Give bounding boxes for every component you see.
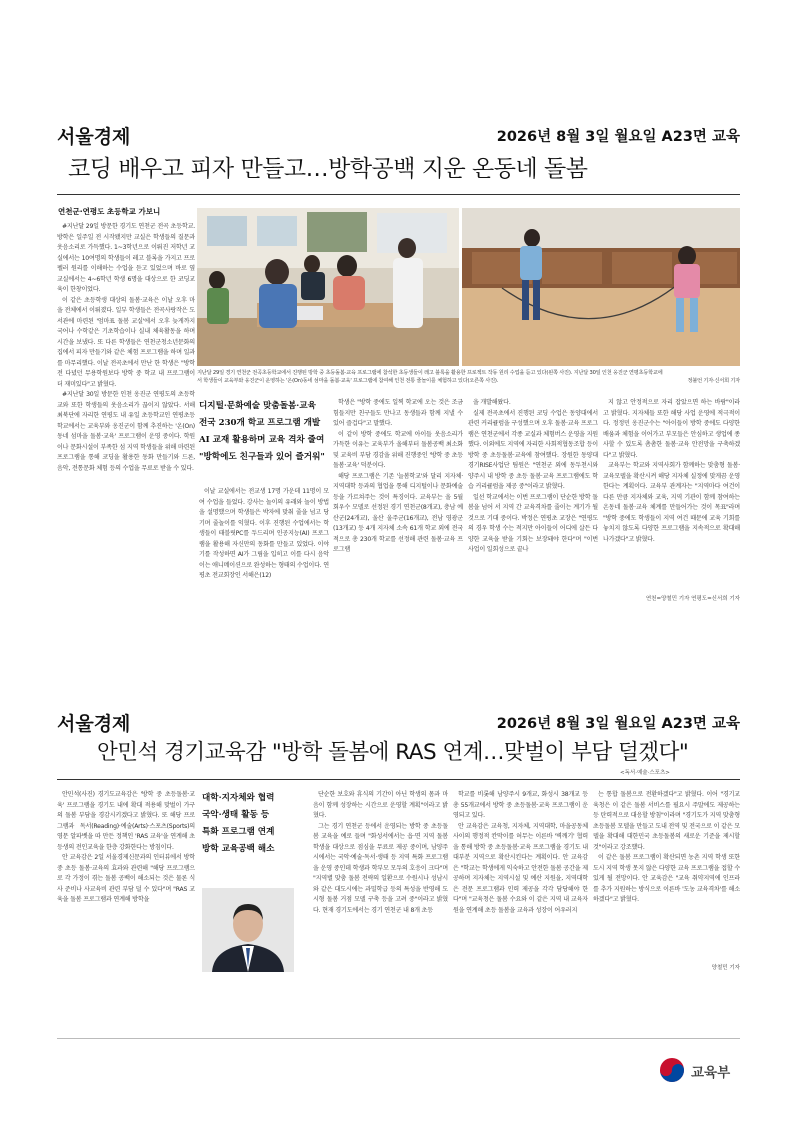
paragraph: 이날 교실에서는 전교생 17명 가운데 11명이 모여 수업을 들었다. 강사는 놀이의 유래와 놀이 방법을 설명했으며 학생들은 박자에 맞춰 줄을 넘고 당기며 줄놀이를 익혔다. 이후 진행된 수업에서는 학생들이 태블릿PC를 두드리며 인공지능(AI) 프로그램을 활용해 자신만의 동화를 만들고 있었다. 이야기를 작성하면 AI가 그림을 입히고 이를 다시 음악이는 애니메이션으로 완성하는 형태의 수업이다. 연평초 전교회장인 서해은(12) — [199, 488, 329, 579]
headline-rule-1 — [57, 194, 740, 195]
photo-lego-classroom — [197, 208, 459, 366]
subheadline-line: 국악·생태 활동 등 — [202, 810, 270, 820]
subheadline-line: "방학에도 친구들과 있어 즐거워" — [199, 452, 325, 462]
article2-col3 — [453, 790, 588, 972]
portrait-illustration — [202, 888, 294, 972]
subheadline-line: 전국 230개 학교 프로그램 개발 — [199, 418, 321, 428]
paragraph: #지난달 29일 방문한 경기도 연천군 전곡 초등학교. 방학은 일주일 전 시작됐지만 교실은 학생들의 질문과 웃음소리로 가득했다. 1~3학년으로 이뤄진 저학년 교실에서는 10여명의 학생들이 레고 블록을 가지고 프로펠러 원리를 이해하는 수업을 듣고 있었으며 바로 옆 교실에서는 4~6학년 학생 6명을 대상으로 한 코딩교육이 한창이었다. — [57, 223, 195, 293]
photo-credit-1: 정불언 기자·신서희 기자 — [687, 378, 740, 384]
paragraph: #지난달 30일 방문한 인천 옹진군 연평도의 초등학교와 또한 학생들의 웃음소리가 끊이지 않았다. 서해 최북단에 자리한 연평도 내 유일 초등학교인 연평초등학교에서는 교육부와 옹진군이 함께 추진하는 '온(On)동네 섬마을 돌봄·교육' 프로그램이 운영 중이다. 학원이나 문화시설이 부족한 섬 지역 학생들을 위해 마련된 프로그램을 통해 코딩을 활용한 동화 만들기와 드론, 음악, 전통문화 체험 등의 수업을 무료로 받을 수 있다. — [57, 391, 195, 472]
paragraph: 이 같이 방학 중에도 학교에 아이들 웃음소리가 가득한 이유는 교육부가 올해부터 돌봄공백 최소화 및 교육비 부담 경감을 위해 진행중인 '방학 중 초등돌봄·교육' 덕분이다. — [333, 430, 463, 469]
jump-rope-photo-illustration — [462, 208, 740, 366]
paragraph: 학교를 비롯해 남양주시 9개교, 화성시 38개교 등 총 55개교에서 방학 중 초등돌봄·교육 프로그램이 운영되고 있다. — [453, 791, 588, 819]
classroom-photo-illustration — [197, 208, 459, 366]
article1-col2 — [199, 487, 329, 602]
dateline-1: 2026년 8월 3일 월요일 A23면 교육 — [496, 129, 740, 145]
headline-subtitle-2: <독서·예술·스포츠> — [620, 770, 670, 776]
taegeuk-emblem-icon — [659, 1057, 685, 1083]
paragraph: 안 교육감은 교육청, 지자체, 지역대학, 마을공동체 사이의 행정적 칸막이를 허무는 이른바 '벽깨기' 협력을 통해 방학 중 초등돌봄·교육 프로그램을 경기도 내 대부분 지역으로 확산시킨다는 계획이다. 안 교육감은 "학교는 학생에게 익숙하고 안전한 돌봄 공간을 제공하며 지자체는 지역시설 및 예산 지원을, 지역대학은 전문 프로그램과 인력 제공을 각각 담당해야 한다"며 "교육청은 돌봄 수요와 이 같은 지역 내 교육자원을 연계해 초등 돌봄을 교육과 성장이 어우러지 — [453, 822, 588, 914]
masthead-2: 서울경제 — [57, 713, 131, 735]
subheadline-line: 특화 프로그램 연계 — [202, 827, 275, 837]
paragraph: 지 않고 안정적으로 자리 잡았으면 하는 바람"이라고 밝혔다. 지자체들 또한 해당 사업 운영에 적극적이다. 정정민 옹진군수는 "아이들이 방학 중에도 다양한 배움과 체험을 이어가고 부모들은 안심하고 생업에 종사할 수 있도록 촘촘한 돌봄·교육 안전망을 구축하겠다"고 밝혔다. — [603, 399, 740, 459]
article1-col4 — [468, 398, 598, 602]
paragraph: 실제 전곡초에서 진행된 코딩 수업은 동양대에서 관련 커리큘럼을 구성했으며 오후 돌봄·교육 프로그램은 연천군에서 각종 교실과 체험버스 운영을 지원했다. 이외에도 지역에 자리한 사회적협동조합 등이 방학 중 초등돌봄·교육에 참여했다. 장원한 동양대 경기RISE사업단 팀원은 "연천군 외에 동두천시와 양주시 내 방학 중 초등 돌봄·교육 프로그램에도 학습 커리큘럼을 제공 중"이라고 밝혔다. — [468, 409, 598, 490]
paragraph: 이 같은 돌봄 프로그램이 확산되면 농촌 지역 학생 또한 도시 지역 학생 못지 않은 다양한 교육 프로그램을 접할 수 있게 될 전망이다. 안 교육감은 "교육 취약지역에 인프라를 추가 지원하는 방식으로 이른바 '도농 교육격차'를 해소하겠다"고 밝혔다. — [593, 854, 740, 903]
kicker-1: 연천군·연평도 초등학교 가보니 — [58, 207, 161, 216]
article2-col2 — [313, 790, 448, 972]
ministry-logo-text: 교육부 — [691, 1065, 731, 1081]
article1-col5 — [603, 398, 740, 592]
headline-2: 안민석 경기교육감 "방학 돌봄에 RAS 연계…맞벌이 부담 덜겠다" — [97, 740, 689, 765]
paragraph: 해당 프로그램은 기존 '늘봄학교'와 달리 지자체·지역대학 등과의 협업을 통해 디지털이나 문화예술 등을 가르쳐주는 것이 특징이다. 교육부는 올 5월 회우수 모델로 선정된 경기 연천군(8개교), 충남 예산군(24개교), 울산 울주군(16개교), 전남 영광군(13개교) 등 4개 지자체 소속 61개 학교 외에 전국적으로 총 230개 학교를 선정해 관련 돌봄·교육 프로그램 — [333, 472, 463, 553]
article2-col4 — [593, 790, 740, 962]
masthead-1: 서울경제 — [57, 126, 131, 148]
subheadline-line: 방학 교육공백 해소 — [202, 844, 275, 854]
article1-col1 — [57, 222, 195, 602]
paragraph: 안 교육감은 2일 서울경제신문과의 인터뷰에서 방학 중 초등 돌봄·교육의 효과와 관련해 "해당 프로그램으로 각 가정이 겪는 돌봄 공백이 해소되는 것은 물론 식사 준비나 사교육비 관련 부담 덜 수 있다"며 "RAS 교육을 돌봄 프로그램과 연계해 방학을 — [57, 854, 195, 903]
ministry-logo — [659, 1056, 749, 1084]
footer-rule — [57, 1038, 740, 1039]
article2-col1 — [57, 790, 195, 970]
paragraph: 이 같은 초등학생 대상의 돌봄·교육은 이날 오후 마을 전체에서 이뤄졌다. 일부 학생들은 전곡사랑작은 도서관에 마련된 '엄마표 돌봄 교실'에서 오후 늦게까지 국어나 수학같은 기초학습이나 실내 체육활동을 하며 시간을 보냈다. 또 다른 학생들은 연천군청소년문화의 집에서 피자 만들기와 같은 체험 프로그램을 하며 일과를 마무리했다. 이날 전곡초에서 만난 한 학생은 "방학 전 다녔던 무용학원보다 방학 중 학교 내 프로그램이 더 재미있다"고 밝혔다. — [57, 296, 195, 388]
paragraph: 을 개발해왔다. — [473, 399, 511, 406]
subheadline-line: AI 교재 활용하며 교육 격차 줄여 — [199, 435, 325, 445]
subheadline-block-1 — [199, 398, 329, 466]
byline-2: 양철민 기자 — [711, 965, 740, 971]
photo-jump-rope — [462, 208, 740, 366]
paragraph: 단순한 보호와 휴식의 기간이 아닌 학생의 몸과 마음이 함께 성장하는 시간으로 운영할 계획"이라고 밝혔다. — [313, 791, 448, 819]
subheadline-line: 대학·지자체와 협력 — [202, 793, 275, 803]
paragraph: 일선 학교에서는 이번 프로그램이 단순한 방학 돌봄을 넘어 서 지역 간 교육격차를 줄이는 계기가 될 것으로 기대 중이다. 박정은 연평초 교장은 "연평도의 경우 학생 수는 적지만 아이들이 어디에 살든 다양한 교육을 받을 기회는 보장돼야 한다"며 "이번 사업이 일회성으로 끝나 — [468, 493, 598, 553]
photo-caption-1: 지난달 29일 경기 연천군 전곡초등학교에서 진행된 방학 중 초등돌봄·교육 프로그램에 참석한 초등생들이 레고 블록을 활용한 프로젝트 작동 원리 수업을 듣고 있다(왼쪽 사진). 지난달 30일 인천 옹진군 연평초등학교에서 학생들이 교육부와 옹진군이 운영하는 '온(On)동네 섬마을 돌봄·교육' 프로그램에 참여해 인천 전통 줄놀이를 체험하고 있다(오른쪽 사진). — [197, 370, 663, 384]
headline-1: 코딩 배우고 피자 만들고…방학공백 지운 온동네 돌봄 — [68, 156, 588, 182]
paragraph: 는 통합 돌봄으로 전환하겠다"고 밝혔다. 이어 "경기교육청은 이 같은 돌봄 서비스를 필요시 주말에도 제공하는 등 탄력적으로 대응할 방침"이라며 "경기도가 지역 맞춤형 초등돌봄 모델을 만들고 도내 전역 및 전국으로 이 같은 모델을 확대해 대한민국 초등돌봄의 새로운 기준을 제시할 것"이라고 강조했다. — [593, 791, 740, 851]
article1-col3 — [333, 398, 463, 602]
headline-rule-2 — [57, 779, 740, 780]
subheadline-line: 디지털·문화예술 맞춤돌봄·교육 — [199, 401, 316, 411]
paragraph: 학생은 "방학 중에도 일찍 학교에 오는 것은 조금 힘들지만 친구들도 만나고 동생들과 함께 지낼 수 있어 즐겁다"고 말했다. — [333, 399, 463, 427]
paragraph: 교육부는 학교와 지역사회가 함께하는 맞춤형 돌봄·교육모델을 확산시켜 해당 지자체 실정에 맞게끔 운영한다는 계획이다. 교육부 관계자는 "지역마다 여건이 다른 만큼 지자체와 교육, 지역 기관이 함께 참여하는 온동네 돌봄·교육 체계를 만들어가는 것이 목표"라며 "방학 중에도 학생들이 지역 여건 때문에 교육 기회를 놓치지 않도록 다양한 프로그램을 지속적으로 확대해 나가겠다"고 밝혔다. — [603, 462, 740, 543]
subheadline-block-2 — [202, 790, 312, 858]
dateline-2: 2026년 8월 3일 월요일 A23면 교육 — [496, 716, 740, 732]
portrait-photo — [202, 888, 294, 972]
paragraph: 안민석(사진) 경기도교육감은 '방학 중 초등돌봄·교육' 프로그램을 경기도 내에 확대 적용해 맞벌이 가구의 돌봄 부담을 경감시키겠다고 밝혔다. 또 해당 프로그램과 독서(Reading)·예술(Arts)·스포츠(Sports)의 영문 알파벳을 따 만든 정책인 'RAS 교육'을 연계해 초등생의 전인교육을 한층 강화한다는 방침이다. — [57, 791, 195, 851]
byline-1: 연천=양철민 기자 연평도=신서희 기자 — [645, 596, 740, 602]
paragraph: 그는 경기 연천군 등에서 운영되는 방학 중 초등돌봄 교육을 예로 들며 "화성서에서는 읍·면 지역 돌봄 학생을 대상으로 점심을 무료로 제공 중이며, 남양주시에서는 국악·예술·독서·생태 등 지역 특화 프로그램을 운영 중인데 학생과 학부모 모두의 호응이 크다"며 "지역별 맞춤 돌봄 전략의 일환으로 수원시나 성남시와 같은 대도시에는 과밀학급 등의 특성을 반영해 도시형 돌봄 거점 모델 구축 등을 고려 중"이라고 밝혔다. 현재 경기도에서는 경기 연천군 내 8개 초등 — [313, 822, 448, 914]
